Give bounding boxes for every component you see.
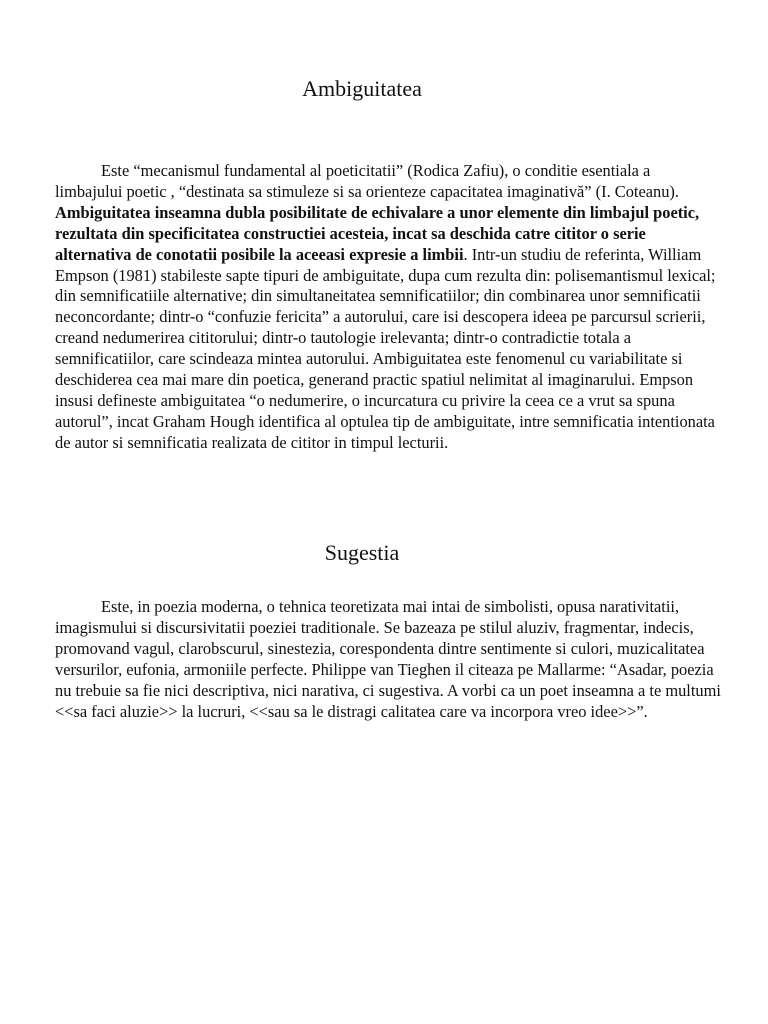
section-title-ambiguitatea: Ambiguitatea [302, 76, 422, 101]
paragraph-continuation-text: . Intr-un studiu de referinta, William Empson (1981) stabileste sapte tipuri de ambiguitate, dupa cum rezulta din: polisemantismul lexical; din semnificatiile alternative; din simultaneitatea semnificatiilor; din combinarea unor semnificatii neconcordante; dintr-o “confuzie fericita” a autorului, care isi descopera ideea pe parcursul scrierii, creand nedumerirea cititorului; dintr-o tautologie irelevanta; dintr-o contradictie totala a semnificatiilor, care scindeaza mintea autorului. Ambiguitatea este fenomenul cu variabilitate si deschiderea cea mai mare din poetica, generand practic spatiul nelimitat al imaginarului. Empson insusi defineste ambiguitatea “o nedumerire, o incurcatura cu privire la ceea ce a vrut sa spuna autorul”, incat Graham Hough identifica al optulea tip de ambiguitate, intre semnificatia intentionata de autor si semnificatia realizata de cititor in timpul lecturii. [55, 244, 716, 452]
section-title-sugestia: Sugestia [324, 540, 400, 565]
paragraph-intro-text: Este “mecanismul fundamental al poeticitatii” (Rodica Zafiu), o conditie esentiala a limbajului poetic , “destinata sa stimuleze si sa orienteze capacitatea imaginativă” (I. Coteanu). [55, 161, 679, 201]
definition-bold-text: Ambiguitatea inseamna dubla posibilitate de echivalare a unor elemente din limbajul poetic, rezultata din specificitatea constructiei acesteia, incat sa deschida catre cititor o serie alternativa de conotatii posibile la aceeasi expresie a limbii [55, 202, 700, 264]
paragraph-sugestia: Este, in poezia moderna, o tehnica teoretizata mai intai de simbolisti, opusa narativitatii, imagismului si discursivitatii poeziei traditionale. Se bazeaza pe stilul aluziv, fragmentar, indecis, promovand vagul, clarobscurul, sinestezia, corespondenta dintre sentimente si culori, muzicalitatea versurilor, eufonia, armoniile perfecte. Philippe van Tieghen il citeaza pe Mallarme: “Asadar, poezia nu trebuie sa fie nici descriptiva, nici narativa, ci sugestiva. A vorbi ca un poet inseamna a te multumi <<sa faci aluzie>> la lucruri, <<sau sa le distragi calitatea care va incorpora vreo idee>>”. [55, 597, 721, 721]
paragraph-ambiguitatea [55, 161, 721, 454]
